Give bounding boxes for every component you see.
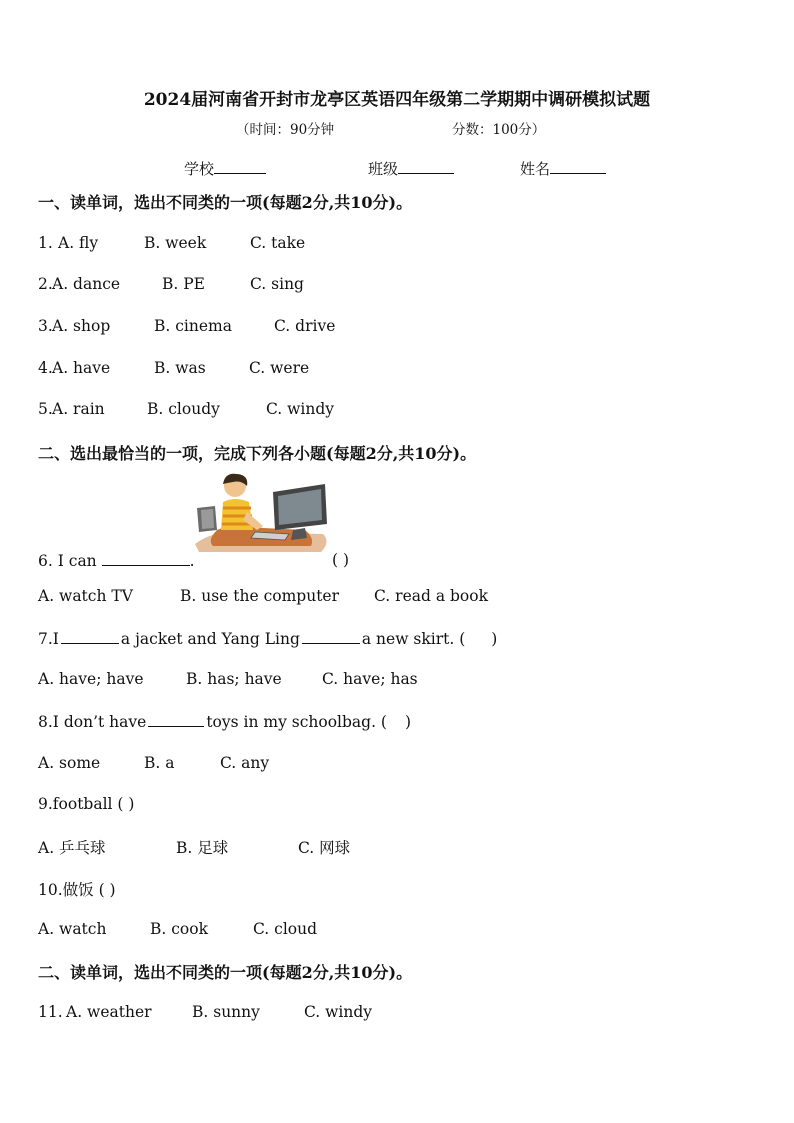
q7-option-a: A. have; have: [38, 670, 144, 688]
q7-option-c: C. have; has: [322, 670, 418, 688]
q8-option-b: B. a: [144, 754, 175, 772]
q3-option-a: A. shop: [52, 317, 111, 335]
q11-option-a: A. weather: [66, 1003, 152, 1021]
exam-score: 分数：100分）: [452, 122, 546, 138]
q3-option-c: C. drive: [274, 317, 336, 335]
q6-option-a: A. watch TV: [38, 587, 133, 605]
q1-option-c: C. take: [250, 234, 306, 252]
question-7: 7.I a jacket and Yang Ling a new skirt. ( ): [38, 630, 498, 648]
name-field: 姓名: [520, 158, 606, 179]
q9-option-b: B. 足球: [176, 839, 229, 857]
q2-option-b: B. PE: [162, 275, 205, 293]
q6-option-c: C. read a book: [374, 587, 488, 605]
q4-option-a: A. have: [52, 359, 111, 377]
section-3-heading: 二、读单词，选出不同类的一项(每题2分,共10分)。: [38, 963, 413, 982]
question-8: 8.I don’t have toys in my schoolbag. ( ): [38, 713, 412, 731]
q7-blank-2[interactable]: [302, 629, 360, 644]
question-10: 10.做饭 ( ): [38, 881, 116, 899]
q11-option-c: C. windy: [304, 1003, 373, 1021]
page-title: 2024届河南省开封市龙亭区英语四年级第二学期期中调研模拟试题: [143, 90, 651, 110]
q6-option-b: B. use the computer: [180, 587, 340, 605]
q1-option-a: A. fly: [58, 234, 99, 252]
q8-blank[interactable]: [148, 712, 204, 727]
q3-option-b: B. cinema: [154, 317, 232, 335]
school-blank[interactable]: [214, 159, 266, 174]
name-blank[interactable]: [550, 159, 606, 174]
question-6: 6. I can . ( ): [38, 551, 350, 570]
q5-option-c: C. windy: [266, 400, 335, 418]
q11-option-b: B. sunny: [192, 1003, 260, 1021]
q10-option-a: A. watch: [38, 920, 107, 938]
q9-option-c: C. 网球: [298, 839, 351, 857]
q9-option-a: A. 乒乓球: [38, 839, 106, 857]
q5-option-a: A. rain: [52, 400, 105, 418]
q4-option-c: C. were: [249, 359, 310, 377]
q8-option-a: A. some: [38, 754, 101, 772]
q10-option-b: B. cook: [150, 920, 208, 938]
q8-option-c: C. any: [220, 754, 270, 772]
q7-option-b: B. has; have: [186, 670, 282, 688]
boy-computer-illustration: [193, 472, 333, 554]
class-field: 班级: [368, 158, 454, 179]
q10-option-c: C. cloud: [253, 920, 318, 938]
q6-answer-paren: ( ): [332, 551, 350, 569]
q2-option-c: C. sing: [250, 275, 304, 293]
section-1-heading: 一、读单词，选出不同类的一项(每题2分,共10分)。: [38, 193, 413, 212]
q2-option-a: A. dance: [52, 275, 121, 293]
exam-time: （时间：90分钟: [236, 122, 335, 138]
q6-blank[interactable]: [102, 551, 190, 566]
q5-option-b: B. cloudy: [147, 400, 220, 418]
section-2-heading: 二、选出最恰当的一项，完成下列各小题(每题2分,共10分)。: [38, 444, 477, 463]
q1-option-b: B. week: [144, 234, 207, 252]
school-field: 学校: [184, 158, 266, 179]
q7-blank-1[interactable]: [61, 629, 119, 644]
class-blank[interactable]: [398, 159, 454, 174]
q4-option-b: B. was: [154, 359, 206, 377]
question-9: 9.football ( ): [38, 795, 135, 813]
